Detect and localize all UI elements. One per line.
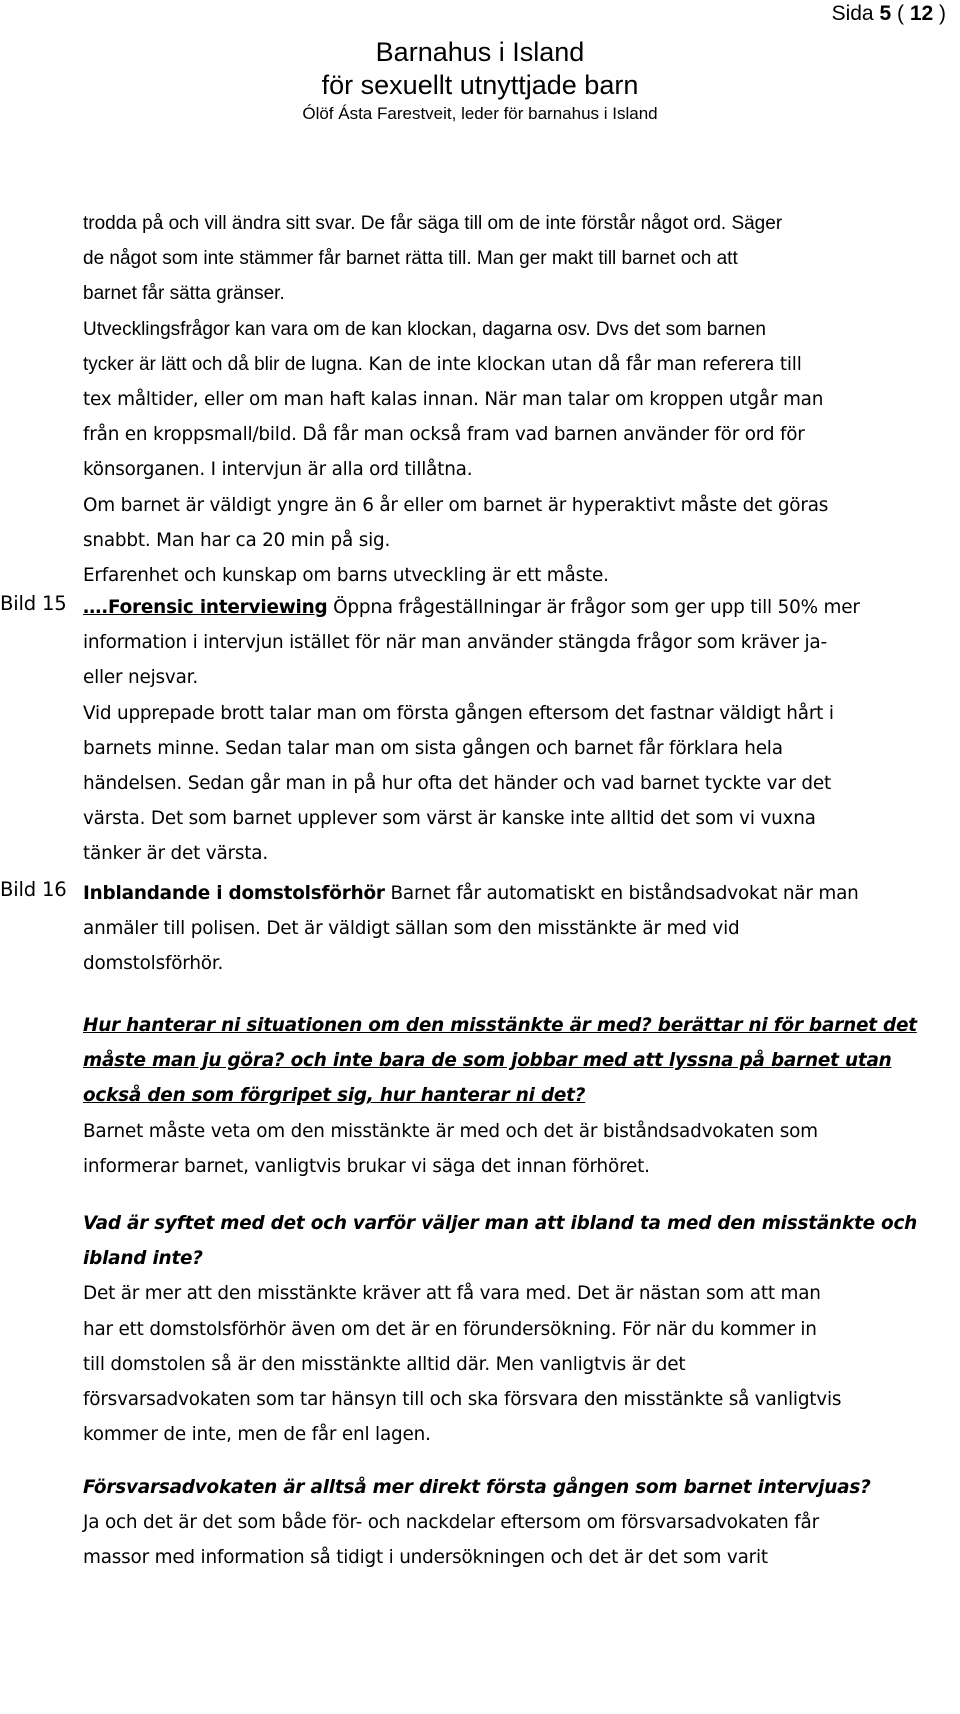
bild16-line bbox=[83, 876, 943, 911]
bild15-text: Öppna frågeställningar är frågor som ger upp till 50% mer bbox=[327, 597, 860, 618]
bild16-line: domstolsförhör. bbox=[83, 953, 224, 975]
intro-line: Om barnet är väldigt yngre än 6 år eller om barnet är hyperaktivt måste det göras bbox=[83, 494, 829, 516]
answer-line: massor med information så tidigt i undersökningen och det är det som varit bbox=[83, 1547, 768, 1569]
bild15-line: information i intervjun istället för när man använder stängda frågor som kräver ja- bbox=[83, 632, 827, 654]
qa1-section bbox=[83, 1008, 943, 1184]
intro-line: tex måltider, eller om man haft kalas innan. När man talar om kroppen utgår man bbox=[83, 389, 824, 411]
bild16-text: Barnet får automatiskt en biståndsadvokat när man bbox=[384, 883, 859, 904]
page-open: ( bbox=[891, 2, 910, 25]
question-line: också den som förgripet sig, hur hanterar ni det? bbox=[83, 1085, 586, 1107]
answer-line: till domstolen så är den misstänkte alltid där. Men vanligtvis är det bbox=[83, 1353, 686, 1375]
qa2-section bbox=[83, 1206, 943, 1452]
slide-label: Bild 15 bbox=[0, 592, 67, 615]
page-total: 12 bbox=[909, 2, 934, 25]
intro-line: Erfarenhet och kunskap om barns utveckling är ett måste. bbox=[83, 565, 609, 587]
intro-line: Utvecklingsfrågor kan vara om de kan klockan, dagarna osv. Dvs det som barnen bbox=[83, 318, 766, 340]
page-number bbox=[832, 2, 946, 26]
answer-line: kommer de inte, men de får enl lagen. bbox=[83, 1424, 431, 1446]
intro-line: snabbt. Man har ca 20 min på sig. bbox=[83, 529, 391, 551]
question-line: Försvarsadvokaten är alltså mer direkt första gången som barnet intervjuas? bbox=[83, 1477, 871, 1498]
question-line: Vad är syftet med det och varför väljer man att ibland ta med den misstänkte och bbox=[83, 1213, 918, 1234]
bild15-line: eller nejsvar. bbox=[83, 667, 198, 689]
header-author: Ólöf Ásta Farestveit, leder för barnahus i Island bbox=[302, 103, 658, 123]
bild15-section bbox=[83, 590, 943, 872]
bild15-line: tänker är det värsta. bbox=[83, 843, 268, 865]
answer-line: har ett domstolsförhör även om det är en förundersökning. För när du kommer in bbox=[83, 1318, 817, 1340]
qa3-section bbox=[83, 1470, 943, 1576]
bild15-line: händelsen. Sedan går man in på hur ofta det händer och vad barnet tyckte var det bbox=[83, 773, 831, 795]
page-close: ) bbox=[933, 2, 946, 25]
answer-line: försvarsadvokaten som tar hänsyn till och ska försvara den misstänkte så vanligtvis bbox=[83, 1389, 842, 1411]
bild15-line: Vid upprepade brott talar man om första gången eftersom det fastnar väldigt hårt i bbox=[83, 702, 834, 724]
bild16-section bbox=[83, 876, 943, 982]
intro-line: könsorganen. I intervjun är alla ord tillåtna. bbox=[83, 459, 473, 481]
intro-line: barnet får sätta gränser. bbox=[83, 283, 285, 305]
intro-text: tycker är lätt och då blir de lugna. bbox=[83, 353, 363, 375]
intro-line: från en kroppsmall/bild. Då får man också fram vad barnen använder för ord för bbox=[83, 424, 805, 446]
intro-line bbox=[83, 347, 943, 382]
answer-line: informerar barnet, vanligtvis brukar vi säga det innan förhöret. bbox=[83, 1155, 650, 1177]
answer-line: Det är mer att den misstänkte kräver att få vara med. Det är nästan som att man bbox=[83, 1283, 821, 1305]
bild15-line: barnets minne. Sedan talar man om sista gången och barnet får förklara hela bbox=[83, 737, 783, 759]
question-line: Hur hanterar ni situationen om den misstänkte är med? berättar ni för barnet det bbox=[83, 1015, 917, 1036]
answer-line: Barnet måste veta om den misstänkte är med och det är biståndsadvokaten som bbox=[83, 1120, 818, 1142]
slide-label: Bild 16 bbox=[0, 878, 67, 901]
page-current: 5 bbox=[879, 2, 892, 25]
page-prefix: Sida bbox=[831, 2, 880, 25]
intro-line: de något som inte stämmer får barnet rätta till. Man ger makt till barnet och att bbox=[83, 248, 738, 270]
bild15-line bbox=[83, 590, 943, 625]
header-title: Barnahus i Island bbox=[375, 37, 585, 67]
question-line: ibland inte? bbox=[83, 1248, 203, 1270]
answer-line: Ja och det är det som både för- och nackdelar eftersom om försvarsadvokaten får bbox=[83, 1512, 819, 1534]
question-line: måste man ju göra? och inte bara de som jobbar med att lyssna på barnet utan bbox=[83, 1050, 892, 1072]
bild15-line: värsta. Det som barnet upplever som värst är kanske inte alltid det som vi vuxna bbox=[83, 808, 816, 830]
document-header bbox=[0, 36, 960, 125]
header-subtitle: för sexuellt utnyttjade barn bbox=[321, 69, 639, 100]
intro-line: trodda på och vill ändra sitt svar. De får säga till om de inte förstår något ord. Säger bbox=[83, 213, 783, 234]
bild16-heading: Inblandande i domstolsförhör bbox=[83, 883, 385, 904]
bild16-line: anmäler till polisen. Det är väldigt sällan som den misstänkte är med vid bbox=[83, 918, 740, 940]
intro-text: Kan de inte klockan utan då får man referera till bbox=[362, 353, 802, 375]
bild15-heading: ….Forensic interviewing bbox=[83, 597, 328, 618]
intro-section bbox=[83, 206, 943, 593]
